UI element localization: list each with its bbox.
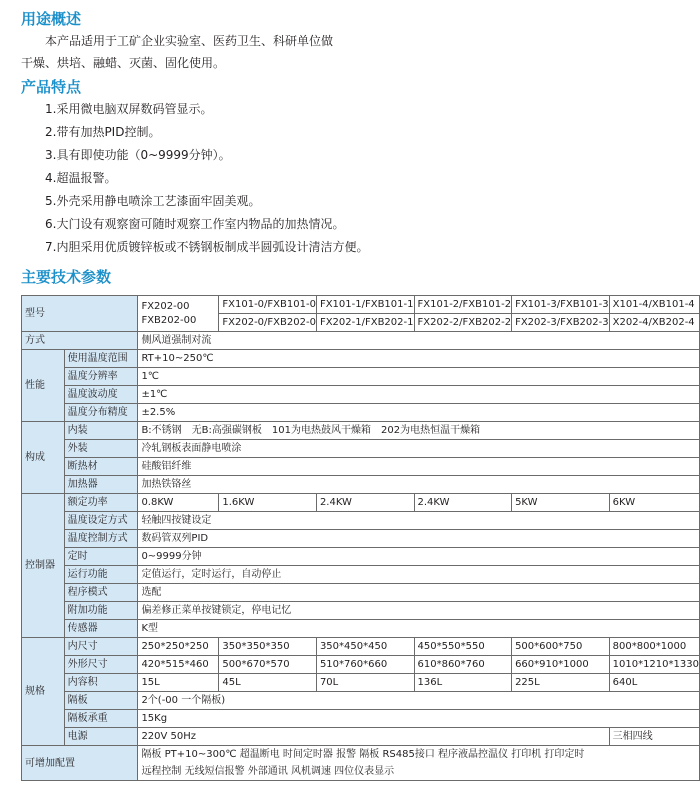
- inner-cell: 250*250*250: [138, 638, 219, 656]
- inner-cell: 800*800*1000: [609, 638, 699, 656]
- inner-cell: 450*550*550: [414, 638, 512, 656]
- param-label: 额定功率: [64, 494, 138, 512]
- param-value: 硅酸铝纤维: [138, 458, 700, 476]
- param-value: 数码管双列PID: [138, 530, 700, 548]
- model-cell: FX202-3/FXB202-3: [512, 314, 610, 332]
- model-cell: FX202-0/FXB202-0: [219, 314, 317, 332]
- param-label: 传感器: [64, 620, 138, 638]
- param-label: 附加功能: [64, 602, 138, 620]
- outer-cell: 510*760*660: [316, 656, 414, 674]
- outer-cell: 420*515*460: [138, 656, 219, 674]
- options-label: 可增加配置: [22, 746, 138, 781]
- param-value: 三相四线: [609, 728, 699, 746]
- usage-text-line1: 本产品适用于工矿企业实验室、医药卫生、科研单位做: [45, 34, 334, 48]
- param-label: 断热材: [64, 458, 138, 476]
- power-cell: 0.8KW: [138, 494, 219, 512]
- param-label: 温度设定方式: [64, 512, 138, 530]
- model-cell: FX202-1/FXB202-1: [316, 314, 414, 332]
- param-label: 运行功能: [64, 566, 138, 584]
- perf-label: 性能: [22, 350, 65, 422]
- param-value: 0~9999分钟: [138, 548, 700, 566]
- usage-text-line2: 干燥、烘培、融蜡、灭菌、固化使用。: [21, 56, 226, 70]
- param-value: ±2.5%: [138, 404, 700, 422]
- param-label: 外形尺寸: [64, 656, 138, 674]
- param-value: 2个(-00 一个隔板): [138, 692, 700, 710]
- param-label: 隔板: [64, 692, 138, 710]
- param-value: 加热铁铬丝: [138, 476, 700, 494]
- build-label: 构成: [22, 422, 65, 494]
- param-label: 内装: [64, 422, 138, 440]
- inner-cell: 500*600*750: [512, 638, 610, 656]
- model-cell: FX101-3/FXB101-3: [512, 296, 610, 314]
- feature-item: 3.具有即使功能（0~9999分钟）。: [45, 148, 231, 162]
- volume-cell: 15L: [138, 674, 219, 692]
- inner-cell: 350*450*450: [316, 638, 414, 656]
- param-label: 内尺寸: [64, 638, 138, 656]
- param-value: 轻触四按键设定: [138, 512, 700, 530]
- volume-cell: 640L: [609, 674, 699, 692]
- power-cell: 5KW: [512, 494, 610, 512]
- model-cell: FX202-2/FXB202-2: [414, 314, 512, 332]
- param-value: 选配: [138, 584, 700, 602]
- param-label: 电源: [64, 728, 138, 746]
- power-cell: 6KW: [609, 494, 699, 512]
- options-line: 隔板 PT+10~300℃ 超温断电 时间定时器 报警 隔板 RS485接口 程序液晶控温仪 打印机 打印定时: [138, 746, 700, 764]
- power-cell: 1.6KW: [219, 494, 317, 512]
- param-label: 温度波动度: [64, 386, 138, 404]
- outer-cell: 1010*1210*1330: [609, 656, 699, 674]
- param-value: RT+10~250℃: [138, 350, 700, 368]
- param-label: 内容积: [64, 674, 138, 692]
- spec-label: 规格: [22, 638, 65, 746]
- method-value: 侧风道强制对流: [138, 332, 700, 350]
- model-first: [138, 296, 219, 332]
- param-value: ±1℃: [138, 386, 700, 404]
- volume-cell: 45L: [219, 674, 317, 692]
- section-title-specs: 主要技术参数: [21, 268, 112, 286]
- param-label: 隔板承重: [64, 710, 138, 728]
- feature-item: 2.带有加热PID控制。: [45, 125, 161, 139]
- model-cell: FX101-1/FXB101-1: [316, 296, 414, 314]
- param-label: 程序模式: [64, 584, 138, 602]
- section-title-features: 产品特点: [21, 78, 82, 96]
- model-first-text: FX202-00 FXB202-00: [141, 300, 197, 326]
- volume-cell: 70L: [316, 674, 414, 692]
- options-line: 远程控制 无线短信报警 外部通讯 风机调速 四位仪表显示: [138, 763, 700, 781]
- param-label: 使用温度范围: [64, 350, 138, 368]
- model-cell: X202-4/XB202-4: [609, 314, 699, 332]
- param-value: 220V 50Hz: [138, 728, 609, 746]
- method-label: 方式: [22, 332, 138, 350]
- param-value: 偏差修正菜单按键锁定，停电记忆: [138, 602, 700, 620]
- spec-table: [21, 295, 700, 781]
- volume-cell: 225L: [512, 674, 610, 692]
- param-value: B:不锈钢 无B:高强碳钢板 101为电热鼓风干燥箱 202为电热恒温干燥箱: [138, 422, 700, 440]
- param-value: 定值运行，定时运行，自动停止: [138, 566, 700, 584]
- feature-item: 5.外壳采用静电喷涂工艺漆面牢固美观。: [45, 194, 261, 208]
- param-label: 温度控制方式: [64, 530, 138, 548]
- feature-item: 4.超温报警。: [45, 171, 117, 185]
- param-value: 冷轧钢板表面静电喷涂: [138, 440, 700, 458]
- param-value: K型: [138, 620, 700, 638]
- outer-cell: 610*860*760: [414, 656, 512, 674]
- feature-item: 6.大门设有观察窗可随时观察工作室内物品的加热情况。: [45, 217, 345, 231]
- param-label: 加热器: [64, 476, 138, 494]
- param-value: 1℃: [138, 368, 700, 386]
- model-cell: FX101-2/FXB101-2: [414, 296, 512, 314]
- model-label: 型号: [22, 296, 138, 332]
- param-label: 外装: [64, 440, 138, 458]
- outer-cell: 500*670*570: [219, 656, 317, 674]
- feature-item: 1.采用微电脑双屏数码管显示。: [45, 102, 213, 116]
- outer-cell: 660*910*1000: [512, 656, 610, 674]
- inner-cell: 350*350*350: [219, 638, 317, 656]
- power-cell: 2.4KW: [414, 494, 512, 512]
- param-value: 15Kg: [138, 710, 700, 728]
- feature-item: 7.内胆采用优质镀锌板或不锈钢板制成半圆弧设计清洁方便。: [45, 240, 369, 254]
- param-label: 定时: [64, 548, 138, 566]
- volume-cell: 136L: [414, 674, 512, 692]
- param-label: 温度分辨率: [64, 368, 138, 386]
- section-title-usage: 用途概述: [21, 10, 82, 28]
- model-cell: X101-4/XB101-4: [609, 296, 699, 314]
- param-label: 温度分布精度: [64, 404, 138, 422]
- power-cell: 2.4KW: [316, 494, 414, 512]
- controller-label: 控制器: [22, 494, 65, 638]
- model-cell: FX101-0/FXB101-0: [219, 296, 317, 314]
